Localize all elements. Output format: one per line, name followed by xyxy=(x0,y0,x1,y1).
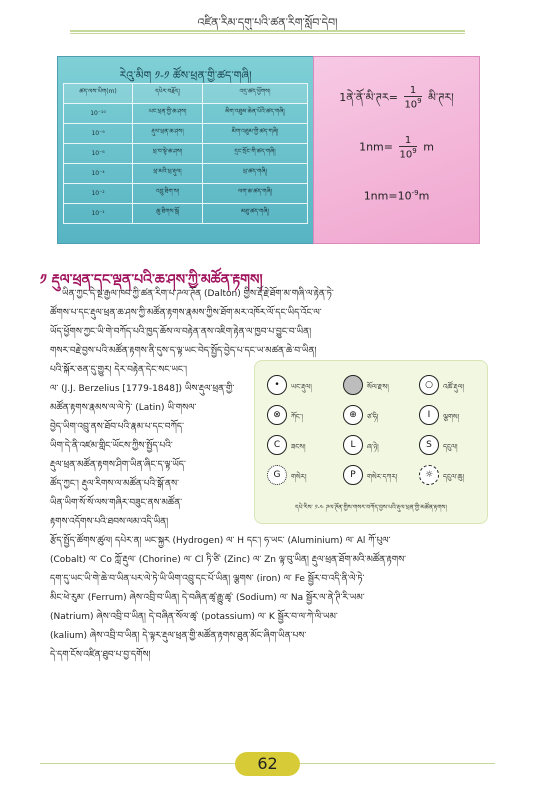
example-cell: ཆུ་ཐིགས་སྒོ xyxy=(133,204,203,224)
fraction-denominator: $10^9$ xyxy=(404,97,422,111)
body-line: ཡོད་ཕྱོགས་ཀྱང་ཡི་གེ་བཀོད་པའི་ཁྱད་ཆོས་ལ་བརྟེན་ནས་འཇིག་རྟེན་ལ་ཁྱབ་པ་བྱུང་བ་ཡིན། xyxy=(50,327,312,337)
compare-cell: ཕྲ་ཚད་གཞི། xyxy=(202,164,307,184)
formula-2-right: m xyxy=(423,140,434,154)
symbol-label: ཟངས། xyxy=(291,443,306,451)
side-line: བྱེད་ཡིག་འབྲུ་ནས་ཐོབ་པའི་རྣམ་པ་དང་བཀོད་ xyxy=(50,422,184,432)
example-cell: འབྲུ་ཐིག་ས། xyxy=(133,184,203,204)
symbol-label: དངུལ་ཆུ། xyxy=(443,473,465,481)
copper-symbol-icon: C xyxy=(267,435,287,455)
fraction xyxy=(399,135,416,160)
example-cell: ཡང་ཕྲན་གྱི་ཆ་ཤས། xyxy=(133,104,203,124)
compare-cell: ལག་ཆ་ཚད་གཞི། xyxy=(202,184,307,204)
units-table-panel xyxy=(57,56,314,244)
formula-line-1 xyxy=(314,85,479,116)
formula-1-left: 1ནེ་ནོ་མི་ཊར= xyxy=(339,91,398,104)
example-cell: ཕྲ་མའི་ཕྲ་རྡུལ། xyxy=(133,164,203,184)
lead-symbol-icon: L xyxy=(343,435,363,455)
nitrogen-symbol-icon: ⊗ xyxy=(267,405,287,425)
formula-line-3: $1nm=10^{-9}m$ xyxy=(363,189,430,203)
units-table xyxy=(63,83,308,224)
mercury-symbol-icon: ☼ xyxy=(419,465,439,485)
column-header: དཔེར་བརྗོད། xyxy=(133,84,203,104)
hydrogen-symbol-icon: • xyxy=(267,375,287,395)
column-header: ཚད་ལས་ཡིག(m) xyxy=(64,84,133,104)
platinum-symbol-icon: P xyxy=(343,465,363,485)
table-row xyxy=(64,104,308,124)
power-cell: 10⁻² xyxy=(64,184,133,204)
power-cell: 10⁻⁶ xyxy=(64,144,133,164)
symbol-label: ལྕགས། xyxy=(443,413,460,421)
body-line: དེ་དག་ངོས་འཛིན་ཐུབ་པ་བྱ་དགོས། xyxy=(50,650,151,660)
formula-panel xyxy=(313,56,480,244)
symbol-label: ཞ་ཉེ། xyxy=(367,443,379,451)
example-cell: རྡུལ་ཕྲན་ཆ་ཤས། xyxy=(133,124,203,144)
side-line: ཡིན་ཡིག་སོ་སོ་ལས་གཞིར་བཟུང་ནས་མཚོན་ xyxy=(50,498,183,508)
symbol-label: ཀོང་། xyxy=(291,413,303,421)
power-cell: 10⁻¹ xyxy=(64,204,133,224)
compare-cell: མིག་འཐུམ་ཆེན་པོའི་ཚད་གཞི། xyxy=(202,104,307,124)
symbol-label: འཚོ་རྡུལ། xyxy=(443,383,465,391)
dalton-symbols-figure xyxy=(254,360,488,524)
formula-2-left: 1nm= xyxy=(359,140,393,154)
gold-symbol-icon: G xyxy=(267,465,287,485)
sulfur-symbol-icon: ⊕ xyxy=(343,405,363,425)
body-line: ཡིན་ཀྱང་དེ་སྔ་རྒྱལ་ཁབ་ཀྱི་ཚན་རིག་པ་ཌལ་ཊོན (Dalton) གྱིས་རྡོ་རྗེ་ཐོག་མ་གཞི་ལ་རྟེན་ཏེ་ xyxy=(62,289,334,299)
symbol-label: སོལ་རྫས། xyxy=(367,383,389,391)
header-rule-secondary xyxy=(70,33,465,34)
table-row xyxy=(64,144,308,164)
table-title: རེའུ་མིག ༡-༡ ཚོས་ཕྲན་གྱི་ཚད་གཞི། xyxy=(119,69,252,82)
table-row xyxy=(64,204,308,224)
example-cell: ཕྲ་བ་སྟེ་ཆ་ཤས། xyxy=(133,144,203,164)
section-title: རྡུལ་ཕྲན་དང་ལྡན་པའི་ཆ་ཤས་ཀྱི་མཚོན་རྟགས། xyxy=(51,272,263,288)
side-line: ཡིག་དེ་ནི་འཛམ་གླིང་ཡོངས་ཀྱིས་སྤྱོད་པའི་ xyxy=(50,441,173,451)
body-line: པའི་སྐོར་ཅན་དུ་གྱུར། དེར་བརྟེན་དེང་སང་ཡང་། xyxy=(50,365,187,375)
figure-caption: དཔེ་རིས་ ༡-༤ ཌལ་ཊོན་གྱིས་གསར་བཀོད་བྱས་པའི་རྡུལ་ཕྲན་གྱི་མཚོན་རྟགས། xyxy=(295,504,447,511)
oxygen-symbol-icon: ○ xyxy=(419,375,439,395)
fraction xyxy=(404,85,421,110)
power-cell: 10⁻⁴ xyxy=(64,164,133,184)
silver-symbol-icon: S xyxy=(419,435,439,455)
formula-line-2 xyxy=(314,135,479,160)
body-line: རྩོད་སྤྱོད་ཚོགས་ཚུལ། དཔེར་ན། ཡང་སྐྱར (Hydrogen) ལ་ H དང་། ཧ་ཡང་ (Aluminium) ལ་ Al ཀོ་པུལ་ xyxy=(50,536,391,546)
compare-cell: དྲང་སྲོང་གི་ཚད་གཞི། xyxy=(202,144,307,164)
iron-symbol-icon: I xyxy=(419,405,439,425)
body-line: དག་དུ་ཡང་ཡི་གེ་ཆེ་བ་ཡིན་པར་ལེ་ཏེ་ཡི་ཡིག་འབྲུ་དང་པོ་ཡིན། ལྕགས་ (iron) ལ་ Fe སྦྱོར་བ་འདི་ནི་ལེ་ཏེ་ xyxy=(50,574,365,584)
column-header: འདྲ་ཚད་ཕྱོགས། xyxy=(202,84,307,104)
table-row xyxy=(64,164,308,184)
symbol-label: ཙ་ཧི། xyxy=(367,413,379,421)
fraction-numerator: 1 xyxy=(399,135,416,147)
side-line: ཚོད་ཀྱང་། རྡུལ་རིགས་ལ་མཚོན་པའི་སྒོ་ནས་ xyxy=(50,479,180,489)
fraction-denominator: $10^9$ xyxy=(399,147,417,161)
side-line: ལ་ (J.J. Berzelius [1779-1848]) ཡིས་རྡུལ་ཕྲན་གྱི་ xyxy=(50,384,235,394)
compare-cell: མཐུ་ཚད་གཞི། xyxy=(202,204,307,224)
power-cell: 10⁻⁹ xyxy=(64,124,133,144)
side-line: རྡུལ་ཕྲན་མཚོན་རྟགས་ཤིག་ཡིན་ཞིང་ད་ལྟ་ཡོད་ xyxy=(50,460,186,470)
table-row xyxy=(64,124,308,144)
body-line: (Cobalt) ལ་ Co ཀློ་རྡུལ་ (Chorine) ལ་ Cl ཏི་ཙི་ (Zinc) ལ་ Zn ལྟ་བུ་ཡིན། རྡུལ་ཕྲན་ཐོག་མའི་མཚོན་རྟགས་ xyxy=(50,555,407,565)
compare-cell: མིག་འཐུམ་གྱི་ཚད་གཞི། xyxy=(202,124,307,144)
table-row xyxy=(64,184,308,204)
table-header-row xyxy=(64,84,308,104)
symbol-label: གསེར་དཀར། xyxy=(367,473,398,481)
formula-1-right: མི་ཊར། xyxy=(428,91,454,104)
header-rule xyxy=(70,30,465,32)
page-number: 62 xyxy=(257,754,278,773)
power-cell: 10⁻¹⁰ xyxy=(64,104,133,124)
body-line: (kalium) ཞེས་འབྲི་བ་ཡིན། དེ་ལྟར་རྡུལ་ཕྲན་གྱི་མཚོན་རྟགས་ཐུན་མོང་ཞིག་ཡིན་པས་ xyxy=(50,631,307,641)
symbol-label: དངུལ། xyxy=(443,443,458,451)
side-line: རྟགས་འདོགས་པའི་ཐབས་ལམ་འདི་ཡིན། xyxy=(50,517,169,527)
body-line: གསར་བརྗེ་བྱས་པའི་མཚོན་རྟགས་ནི་དུས་ད་ལྟ་ཡང་བེད་སྤྱོད་བྱེད་པ་དང་ཡ་མཚན་ཆེ་བ་ཡིན། xyxy=(50,346,317,356)
symbol-label: གསེར། xyxy=(291,473,307,481)
carbon-symbol-icon xyxy=(343,375,363,395)
side-line: མཚོན་རྟགས་རྣམས་ལ་ལེ་ཏེ་ (Latin) ཡི་གསལ་ xyxy=(50,403,197,413)
body-line: མིང་ཕེ་རུམ་ (Ferrum) ཞེས་འབྲི་བ་ཡིན། དེ་བཞིན་ཚྭ་རྒྱུ་ཚྭ་ (Sodium) ལ་ Na སྦྱོར་ལ་ནེ་ཊི་རི་ཡམ་ xyxy=(50,593,365,603)
fraction-numerator: 1 xyxy=(404,85,421,97)
body-line: ཚོགས་པ་དང་རྡུལ་ཕྲན་ཆ་ཤས་ཀྱི་མཚོན་རྟགས་རྣམས་ཀྱིས་ཐོག་མར་འཁོར་ལོ་དང་ཡིད་འོང་ལ་ xyxy=(50,308,322,318)
symbol-label: ཡང་རྡུལ། xyxy=(291,383,312,391)
section-number: ༡ xyxy=(40,272,47,288)
body-line: (Natrium) ཞེས་འབྲི་བ་ཡིན། དེ་བཞིན་སོལ་ཚྭ་ (potassium) ལ་ K སྦྱོར་བ་ལ་ཀེ་ལི་ཡམ་ xyxy=(50,612,338,622)
running-header: འཛིན་རིམ་དགུ་པའི་ཚན་རིག་སློབ་དེབ། xyxy=(197,16,338,29)
